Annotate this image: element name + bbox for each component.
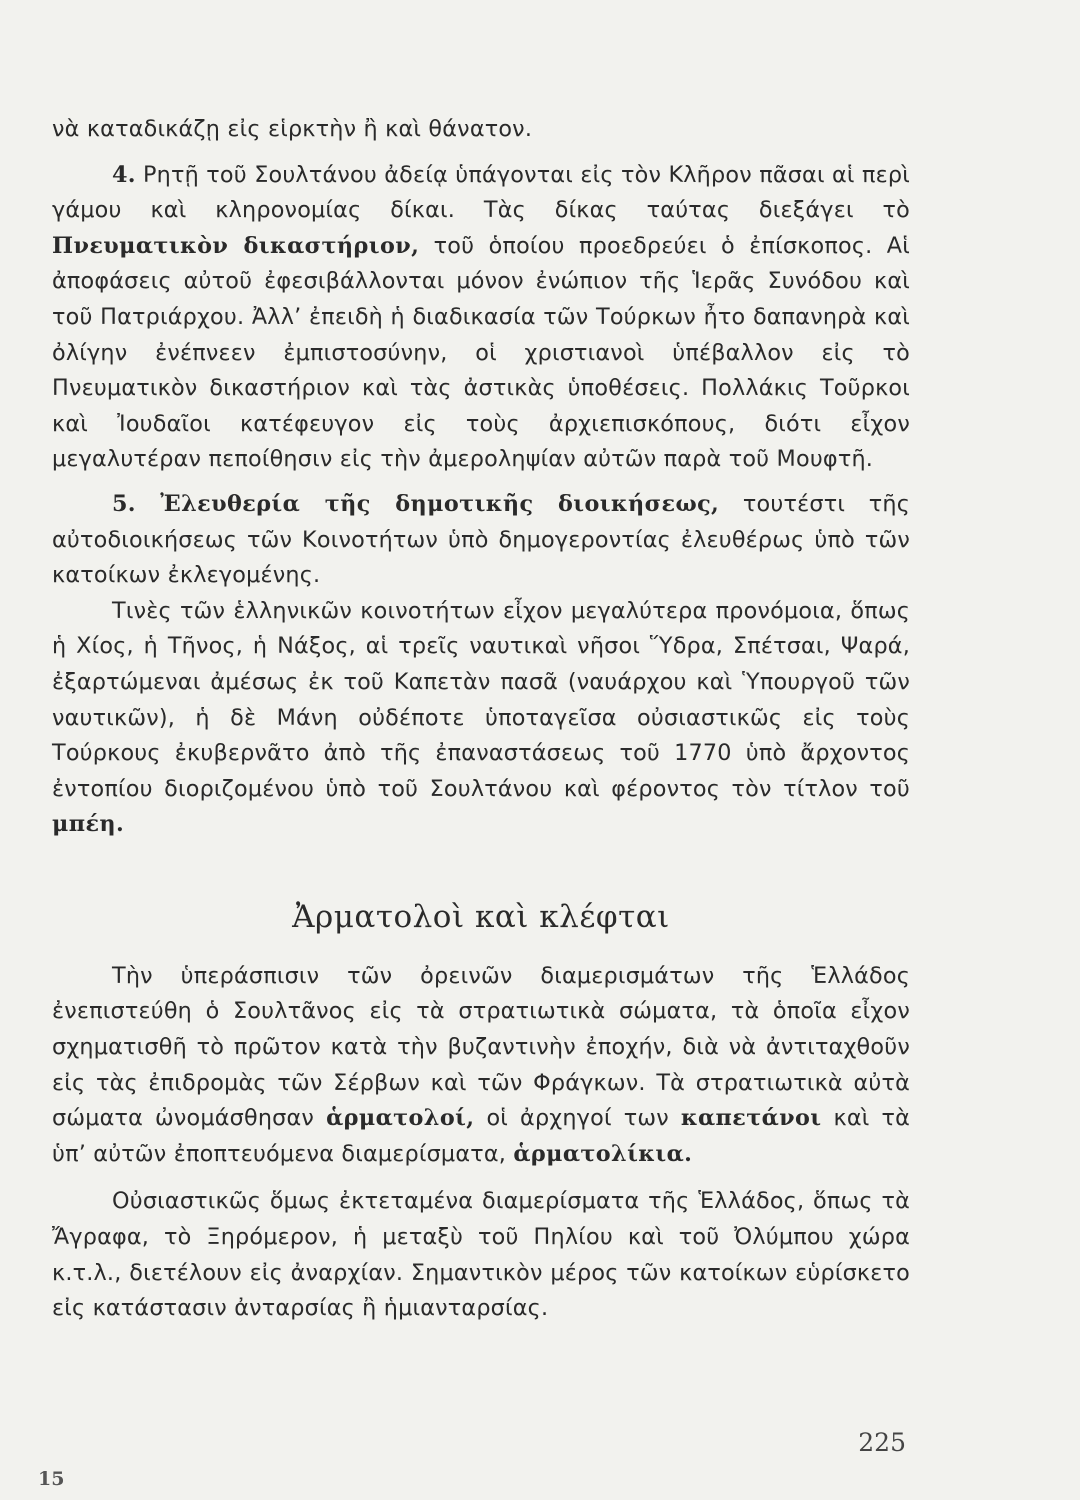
item-number: 4. [112,161,136,188]
list-item-5 [52,487,910,594]
paragraph-text: οἱ ἀρχηγοί των [474,1105,681,1132]
paragraph-communities [52,594,910,843]
bold-term: ἁρματολίκια. [513,1140,693,1167]
paragraph-text: Τινὲς τῶν ἑλληνικῶν κοινοτήτων εἶχον μεγαλύτερα προνόμοια, ὅπως ἡ Χίος, ἡ Τῆνος, ἡ Νάξος, αἱ τρεῖς ναυτικαὶ νῆσοι Ὕδρα, Σπέτσαι, Ψαρά, ἐξαρτώμεναι ἀμέσως ἐκ τοῦ Καπετὰν πασᾶ (ναυάρχου καὶ Ὑπουργοῦ τῶν ναυτικῶν), ἡ δὲ Μάνη οὐδέποτε ὑποταγεῖσα οὐσιαστικῶς εἰς τοὺς Τούρκους ἐκυβερνᾶτο ἀπὸ τῆς ἐπαναστάσεως τοῦ 1770 ὑπὸ ἄρχοντος ἐντοπίου διοριζομένου ὑπὸ τοῦ Σουλτάνου καὶ φέροντος τὸν τίτλον τοῦ [52,597,910,802]
paragraph-text: καὶ τὰ ὑπ’ αὐτῶν ἐποπτευόμενα διαμερίσματα, [52,1105,911,1167]
item-bold-term: Πνευματικὸν δικαστήριον, [52,232,420,259]
page-number: 225 [858,1428,906,1457]
intro-line: νὰ καταδικάζῃ εἰς εἱρκτὴν ἢ καὶ θάνατον. [52,116,533,142]
item-text: τουτέστι τῆς αὐτοδιοικήσεως τῶν Κοινοτήτων ὑπὸ δημογεροντίας ἐλευθέρως ὑπὸ τῶν κατοίκων ἐκλεγομένης. [52,490,910,589]
paragraph-armatoloi [52,959,910,1173]
page-content [52,112,910,1327]
section-heading: Ἀρματολοὶ καὶ κλέφται [292,898,670,935]
bold-term: ἁρματολοί, [326,1105,475,1132]
item-text: Ρητῇ τοῦ Σουλτάνου ἀδείᾳ ὑπάγονται εἰς τὸν Κλῆρον πᾶσαι αἱ περὶ γάμου καὶ κληρονομίας δίκαι. Τὰς δίκας ταύτας διεξάγει τὸ [52,161,910,224]
bold-term: μπέη. [52,811,125,838]
list-item-4 [52,158,910,478]
item-bold-term: Ἐλευθερία τῆς δημοτικῆς διοικήσεως, [135,490,720,517]
paragraph-anarchy: Οὐσιαστικῶς ὅμως ἐκτεταμένα διαμερίσματα τῆς Ἑλλάδος, ὅπως τὰ Ἄγραφα, τὸ Ξηρόμερον, ἡ μεταξὺ τοῦ Πηλίου καὶ τοῦ Ὀλύμπου χώρα κ.τ.λ., διετέλουν εἰς ἀναρχίαν. Σημαντικὸν μέρος τῶν κατοίκων εὑρίσκετο εἰς κατάστασιν ἀνταρσίας ἢ ἡμιανταρσίας. [52,1188,910,1322]
item-text: τοῦ ὁποίου προεδρεύει ὁ ἐπίσκοπος. Αἱ ἀποφάσεις αὐτοῦ ἐφεσιβάλλονται μόνον ἐνώπιον τῆς Ἱερᾶς Συνόδου καὶ τοῦ Πατριάρχου. Ἀλλ’ ἐπειδὴ ἡ διαδικασία τῶν Τούρκων ἦτο δαπανηρὰ καὶ ὀλίγην ἐνέπνεεν ἐμπιστοσύνην, οἱ χριστιανοὶ ὑπέβαλλον εἰς τὸ Πνευματικὸν δικαστήριον καὶ τὰς ἀστικὰς ὑποθέσεις. Πολλάκις Τοῦρκοι καὶ Ἰουδαῖοι κατέφευγον εἰς τοὺς ἀρχιεπισκόπους, διότι εἶχον μεγαλυτέραν πεποίθησιν εἰς τὴν ἀμεροληψίαν αὐτῶν παρὰ τοῦ Μουφτῆ. [52,232,910,473]
bold-term: καπετάνοι [680,1105,822,1132]
item-number: 5. [112,490,136,517]
paragraph-text: Τὴν ὑπεράσπισιν τῶν ὀρεινῶν διαμερισμάτων τῆς Ἑλλάδος ἐνεπιστεύθη ὁ Σουλτᾶνος εἰς τὰ στρατιωτικὰ σώματα, τὰ ὁποῖα εἶχον σχηματισθῆ τὸ πρῶτον κατὰ τὴν βυζαντινὴν ἐποχήν, διὰ νὰ ἀντιταχθοῦν εἰς τὰς ἐπιδρομὰς τῶν Σέρβων καὶ τῶν Φράγκων. Τὰ στρατιωτικὰ αὐτὰ σώματα ὠνομάσθησαν [52,962,910,1132]
signature-mark: 15 [38,1468,65,1490]
